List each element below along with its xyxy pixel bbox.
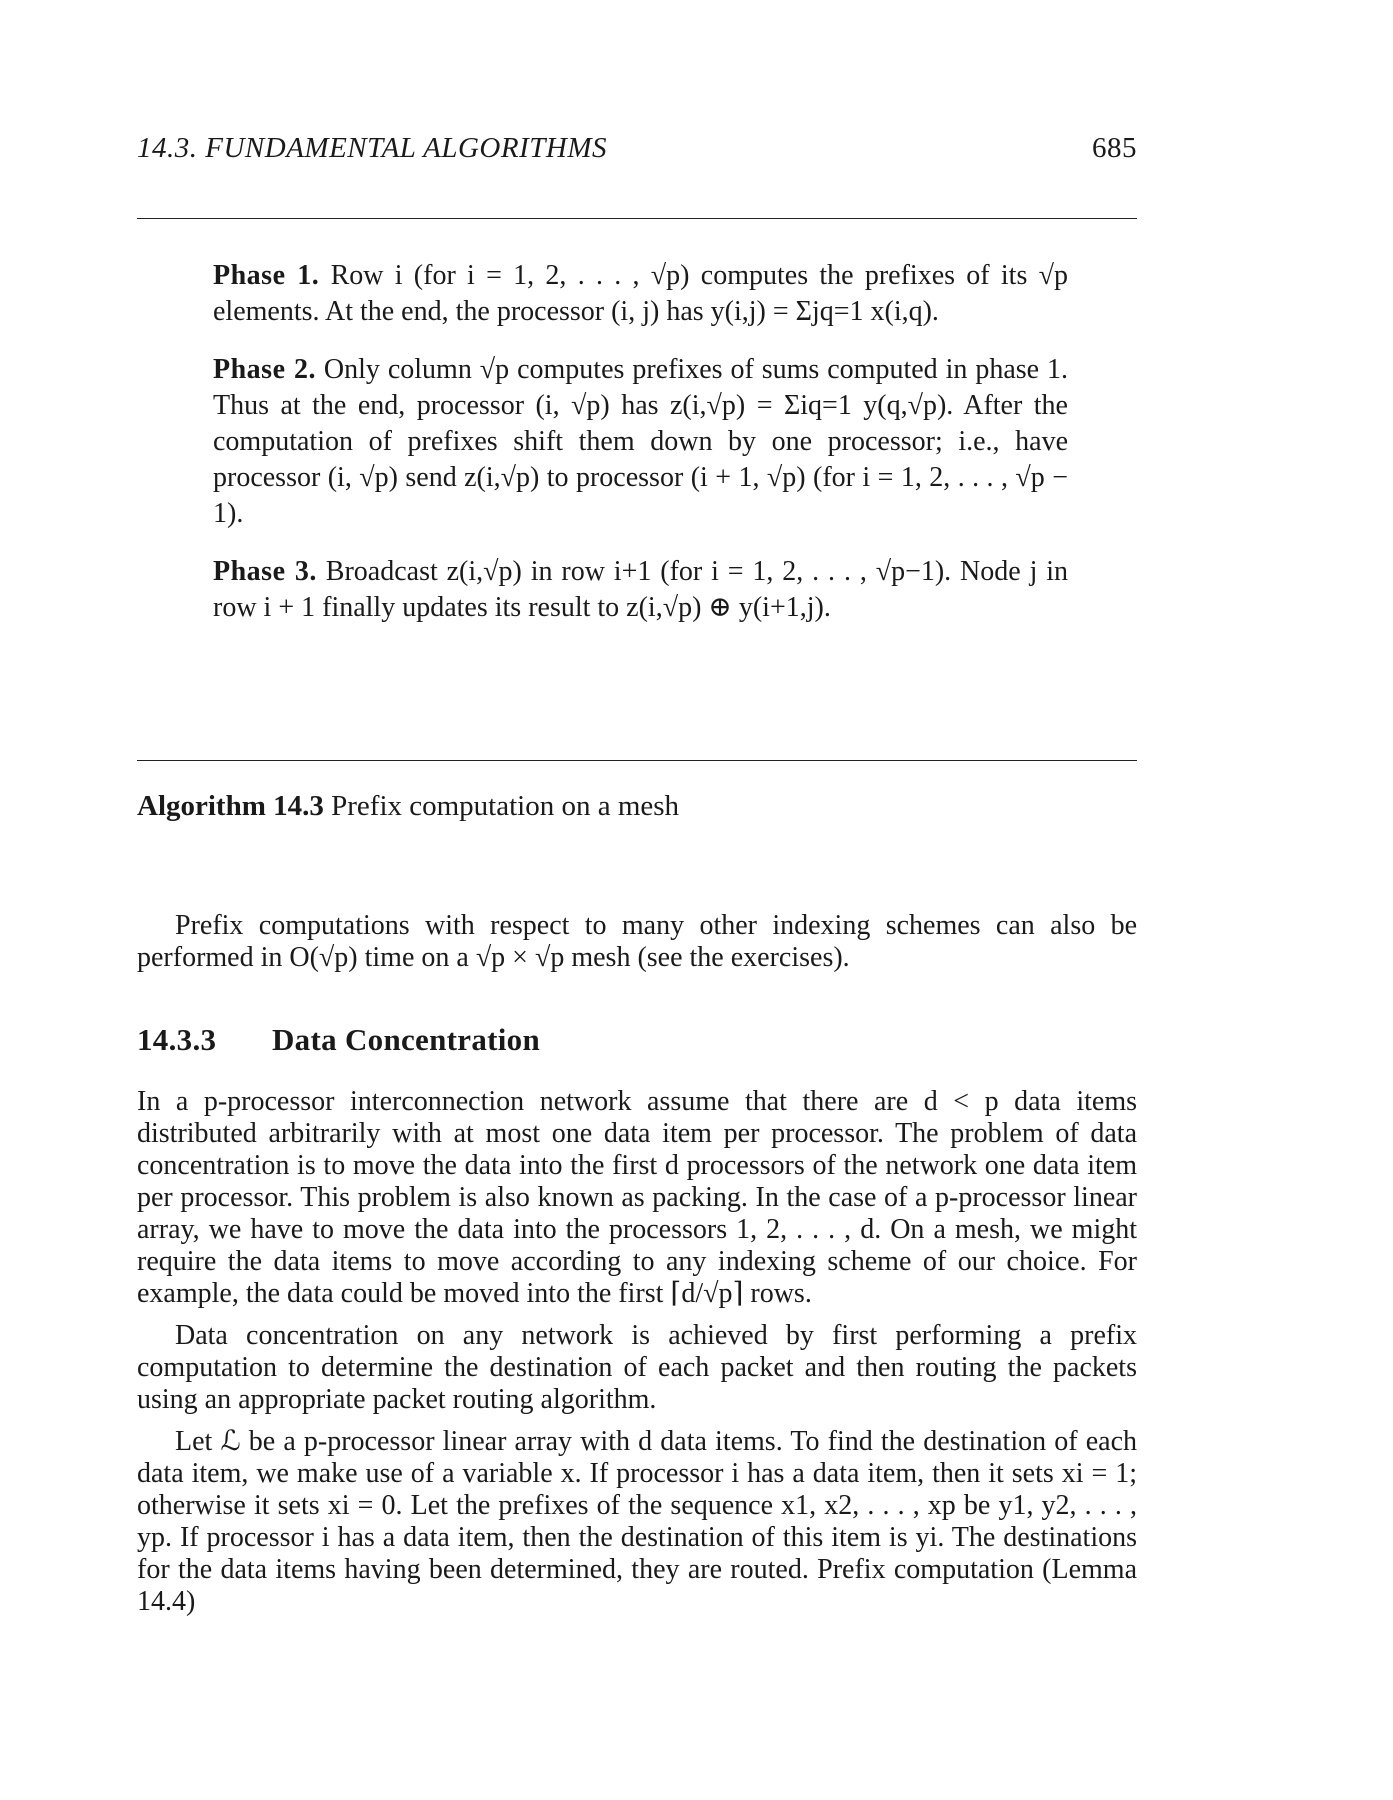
phase-3-label: Phase 3. [213, 556, 317, 587]
section-number: 14.3.3 [137, 1022, 217, 1057]
section-body [137, 1086, 1137, 1628]
page-number: 685 [1092, 132, 1137, 164]
caption-label: Algorithm 14.3 [137, 790, 324, 822]
phase-3-text: Broadcast z(i,√p) in row i+1 (for i = 1, 2, . . . , √p−1). Node j in row i + 1 finally updates its result to z(i,√p) ⊕ y(i+1,j). [213, 556, 1069, 623]
phase-2 [213, 352, 1068, 532]
section-title: Data Concentration [272, 1022, 541, 1057]
paragraph-3: Let ℒ be a p-processor linear array with d data items. To find the destination of each data item, we make use of a variable x. If processor i has a data item, then it sets xi = 1; otherwise it sets xi = 0. Let the prefixes of the sequence x1, x2, . . . , xp be y1, y2, . . . , yp. If processor i has a data item, then the destination of this item is yi. The destinations for the data items having been determined, they are routed. Prefix computation (Lemma 14.4) [137, 1426, 1137, 1617]
phase-2-text: Only column √p computes prefixes of sums computed in phase 1. Thus at the end, processor (i, √p) has z(i,√p) = Σiq=1 y(q,√p). After the computation of prefixes shift them down by one processor; i.e., have processor (i, √p) send z(i,√p) to processor (i + 1, √p) (for i = 1, 2, . . . , √p − 1). [213, 354, 1069, 529]
running-title: 14.3. FUNDAMENTAL ALGORITHMS [137, 132, 607, 164]
running-head [137, 132, 1137, 172]
phase-2-label: Phase 2. [213, 354, 316, 385]
algorithm-caption [137, 790, 679, 823]
intro-block [137, 910, 1137, 984]
algorithm-box [213, 258, 1068, 648]
phase-1 [213, 258, 1068, 330]
paragraph-1: In a p-processor interconnection network assume that there are d < p data items distributed arbitrarily with at most one data item per processor. The problem of data concentration is to move the data into the first d processors of the network one data item per processor. This problem is also known as packing. In the case of a p-processor linear array, we have to move the data into the processors 1, 2, . . . , d. On a mesh, we might require the data items to move according to any indexing scheme of our choice. For example, the data could be moved into the first ⌈d/√p⌉ rows. [137, 1086, 1137, 1309]
paragraph-2: Data concentration on any network is achieved by first performing a prefix computation to determine the destination of each packet and then routing the packets using an appropriate packet routing algorithm. [137, 1320, 1137, 1415]
phase-3 [213, 554, 1068, 626]
phase-1-label: Phase 1. [213, 260, 320, 291]
section-heading [137, 1022, 540, 1058]
intro-paragraph: Prefix computations with respect to many other indexing schemes can also be performed in O(√p) time on a √p × √p mesh (see the exercises). [137, 910, 1137, 973]
algorithm-top-rule [137, 218, 1137, 219]
caption-text: Prefix computation on a mesh [331, 790, 680, 822]
phase-1-text: Row i (for i = 1, 2, . . . , √p) computes the prefixes of its √p elements. At the end, the processor (i, j) has y(i,j) = Σjq=1 x(i,q). [213, 260, 1068, 327]
algorithm-bottom-rule [137, 760, 1137, 761]
